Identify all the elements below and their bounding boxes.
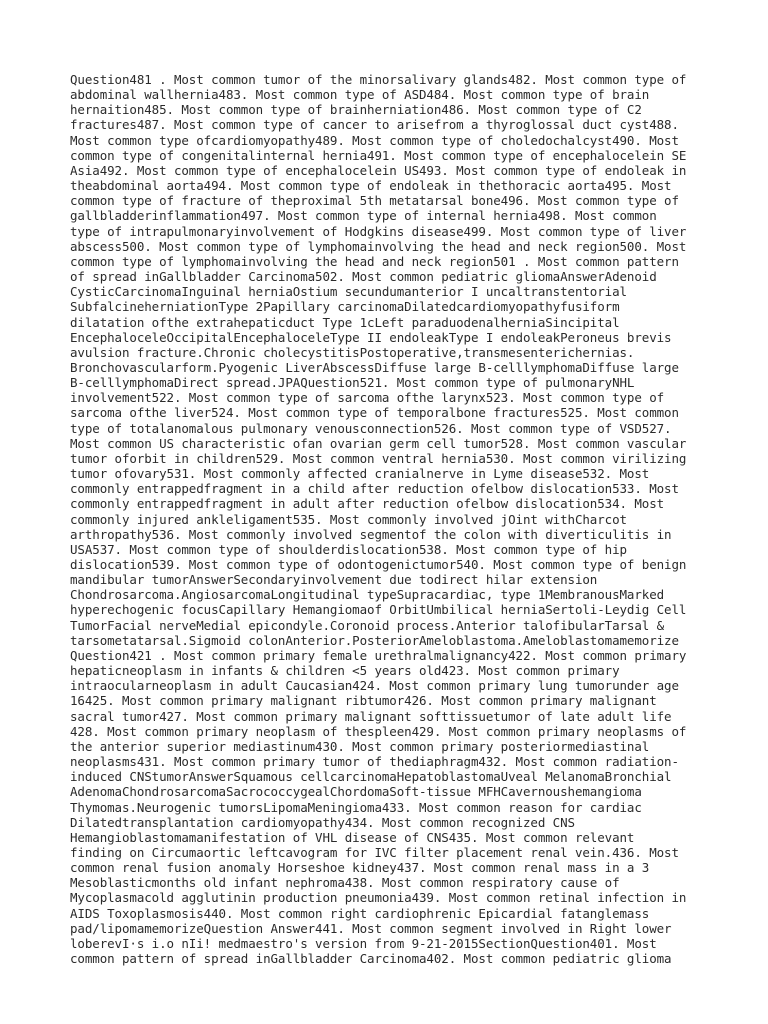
text-line: common type of fracture of theproximal 5th metatarsal bone496. Most common type of [70, 193, 679, 209]
text-line: mandibular tumorAnswerSecondaryinvolvement due todirect hilar extension [70, 572, 598, 588]
text-line: Question421 . Most common primary female urethralmalignancy422. Most common primary [70, 647, 687, 663]
text-line: sacral tumor427. Most common primary malignant softtissuetumor of late adult life [70, 708, 672, 724]
text-line: Dilatedtransplantation cardiomyopathy434. Most common recognized CNS [70, 814, 575, 830]
text-line: finding on Circumaortic leftcavogram for IVC filter placement renal vein.436. Most [70, 844, 679, 860]
text-line: arthropathy536. Most commonly involved segmentof the colon with diverticulitis in [70, 526, 672, 542]
text-line: abscess500. Most common type of lymphomainvolving the head and neck region500. Most [70, 238, 687, 254]
text-line: 428. Most common primary neoplasm of thespleen429. Most common primary neoplasms of [70, 723, 687, 739]
text-line: common pattern of spread inGallbladder Carcinoma402. Most common pediatric glioma [70, 951, 672, 967]
text-line: loberevI·s i.o nIi! medmaestro's version from 9-21-2015SectionQuestion401. Most [70, 935, 657, 951]
text-line: commonly entrappedfragment in adult after reduction ofelbow dislocation534. Most [70, 496, 665, 512]
text-line: gallbladderinflammation497. Most common type of internal hernia498. Most common [70, 208, 657, 224]
text-line: SubfalcineherniationType 2Papillary carcinomaDilatedcardiomyopathyfusiform [70, 299, 620, 315]
text-line: of spread inGallbladder Carcinoma502. Most common pediatric gliomaAnswerAdenoid [70, 269, 657, 285]
text-line: hepaticneoplasm in infants & children <5 years old423. Most common primary [70, 663, 620, 679]
text-line: EncephaloceleOccipitalEncephaloceleType II endoleakType I endoleakPeroneus brevis [70, 329, 672, 345]
text-line: 16425. Most common primary malignant ribtumor426. Most common primary malignant [70, 693, 657, 709]
text-line: common type of congenitalinternal hernia491. Most common type of encephalocelein SE [70, 147, 687, 163]
text-line: AdenomaChondrosarcomaSacrococcygealChordomaSoft-tissue MFHCavernoushemangioma [70, 784, 642, 800]
text-line: involvement522. Most common type of sarcoma ofthe larynx523. Most common type of [70, 390, 665, 406]
text-line: abdominal wallhernia483. Most common type of ASD484. Most common type of brain [70, 87, 650, 103]
text-line: Thymomas.Neurogenic tumorsLipomaMeningioma433. Most common reason for cardiac [70, 799, 642, 815]
text-line: commonly injured ankleligament535. Most commonly involved jOint withCharcot [70, 511, 627, 527]
text-line: fractures487. Most common type of cancer to arisefrom a thyroglossal duct cyst488. [70, 117, 679, 133]
text-line: CysticCarcinomaInguinal herniaOstium secundumanterior I uncaltranstentorial [70, 284, 627, 300]
text-line: tumor oforbit in children529. Most common ventral hernia530. Most common virilizing [70, 450, 687, 466]
document-page [70, 72, 700, 966]
text-line: tumor ofovary531. Most commonly affected cranialnerve in Lyme disease532. Most [70, 466, 650, 482]
text-line: neoplasms431. Most common primary tumor of thediaphragm432. Most common radiation- [70, 754, 679, 770]
text-line: Most common type ofcardiomyopathy489. Most common type of choledochalcyst490. Most [70, 132, 679, 148]
text-line: theabdominal aorta494. Most common type of endoleak in thethoracic aorta495. Most [70, 178, 672, 194]
text-line: tarsometatarsal.Sigmoid colonAnterior.PosteriorAmeloblastoma.Ameloblastomamemorize [70, 632, 679, 648]
text-line: induced CNStumorAnswerSquamous cellcarcinomaHepatoblastomaUveal MelanomaBronchial [70, 769, 672, 785]
text-line: type of totalanomalous pulmonary venousconnection526. Most common type of VSD527. [70, 420, 672, 436]
text-line: dislocation539. Most common type of odontogenictumor540. Most common type of benign [70, 557, 687, 572]
text-line: hyperechogenic focusCapillary Hemangiomaof OrbitUmbilical herniaSertoli-Leydig Cell [70, 602, 687, 618]
text-line: TumorFacial nerveMedial epicondyle.Coronoid process.Anterior talofibularTarsal & [70, 617, 665, 633]
text-line: hernaition485. Most common type of brainherniation486. Most common type of C2 [70, 102, 642, 118]
text-line: USA537. Most common type of shoulderdislocation538. Most common type of hip [70, 541, 627, 557]
text-line: Bronchovascularform.Pyogenic LiverAbscessDiffuse large B-celllymphomaDiffuse large [70, 359, 679, 375]
text-line: the anterior superior mediastinum430. Most common primary posteriormediastinal [70, 738, 650, 754]
text-line: Asia492. Most common type of encephalocelein US493. Most common type of endoleak in [70, 162, 687, 178]
text-line: common renal fusion anomaly Horseshoe kidney437. Most common renal mass in a 3 [70, 860, 650, 876]
text-line: Mycoplasmacold agglutinin production pneumonia439. Most common retinal infection in [70, 890, 687, 906]
text-line: Most common US characteristic ofan ovarian germ cell tumor528. Most common vascular [70, 435, 687, 451]
text-line: pad/lipomamemorizeQuestion Answer441. Most common segment involved in Right lower [70, 920, 672, 936]
text-line: Chondrosarcoma.AngiosarcomaLongitudinal typeSupracardiac, type 1MembranousMarked [70, 587, 665, 603]
text-line: commonly entrappedfragment in a child after reduction ofelbow dislocation533. Most [70, 481, 679, 497]
text-line: sarcoma ofthe liver524. Most common type of temporalbone fractures525. Most common [70, 405, 679, 421]
text-line: dilatation ofthe extrahepaticduct Type 1cLeft paraduodenalherniaSincipital [70, 314, 620, 330]
text-line: type of intrapulmonaryinvolvement of Hodgkins disease499. Most common type of liver [70, 223, 687, 239]
text-line: Mesoblasticmonths old infant nephroma438. Most common respiratory cause of [70, 875, 620, 891]
text-line: intraocularneoplasm in adult Caucasian424. Most common primary lung tumorunder age [70, 678, 679, 694]
text-line: AIDS Toxoplasmosis440. Most common right cardiophrenic Epicardial fatanglemass [70, 905, 650, 921]
text-line: Hemangioblastomamanifestation of VHL disease of CNS435. Most common relevant [70, 829, 635, 845]
body-text [70, 72, 700, 966]
text-line: avulsion fracture.Chronic cholecystitisPostoperative,transmesenterichernias. [70, 344, 635, 360]
text-line: common type of lymphomainvolving the head and neck region501 . Most common pattern [70, 253, 679, 269]
text-line: Question481 . Most common tumor of the minorsalivary glands482. Most common type of [70, 72, 687, 87]
text-line: B-celllymphomaDirect spread.JPAQuestion521. Most common type of pulmonaryNHL [70, 375, 635, 391]
